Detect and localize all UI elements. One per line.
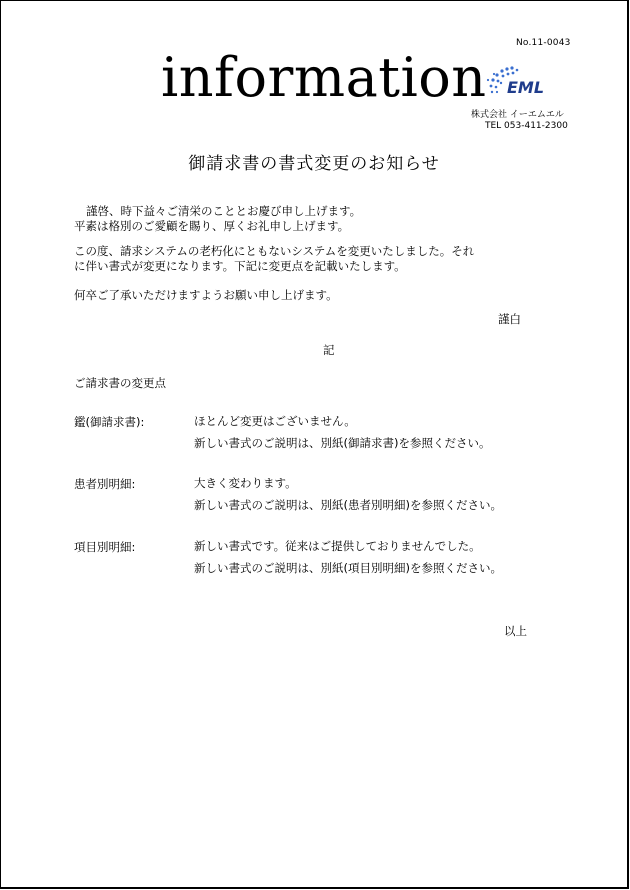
ki-marker: 記 (323, 343, 335, 357)
item-label: 患者別明細: (74, 477, 136, 491)
paragraph-line: この度、請求システムの老朽化にともないシステムを変更いたしました。それ (74, 244, 475, 258)
item-line: 大きく変わります。 (194, 476, 297, 490)
item-line: 新しい書式のご説明は、別紙(御請求書)を参照ください。 (194, 436, 491, 450)
item-line: 新しい書式です。従来はご提供しておりませんでした。 (194, 539, 481, 553)
document-title: 御請求書の書式変更のお知らせ (188, 154, 440, 174)
closing-ijou: 以上 (504, 624, 527, 638)
paragraph-line: 平素は格別のご愛顧を賜り、厚くお礼申し上げます。 (74, 219, 350, 233)
company-name: 株式会社 イーエムエル (471, 110, 564, 120)
item-label: 鑑(御請求書): (74, 415, 145, 429)
item-line: 新しい書式のご説明は、別紙(項目別明細)を参照ください。 (194, 561, 502, 575)
item-description (194, 410, 490, 454)
paragraph-line: に伴い書式が変更になります。下記に変更点を記載いたします。 (74, 259, 406, 273)
closing-kinpaku: 謹白 (498, 312, 521, 326)
paragraph-greeting (74, 204, 361, 234)
information-banner: information (161, 46, 487, 109)
paragraph-line: 謹啓、時下益々ご清栄のこととお慶び申し上げます。 (86, 204, 362, 218)
document-number: No.11-0043 (516, 38, 571, 48)
eml-logo (483, 61, 555, 101)
item-line: 新しい書式のご説明は、別紙(患者別明細)を参照ください。 (194, 498, 502, 512)
paragraph-request: 何卒ご了承いただけますようお願い申し上げます。 (74, 288, 338, 302)
item-description (194, 472, 502, 516)
item-label: 項目別明細: (74, 540, 136, 554)
company-info (471, 110, 568, 132)
item-line: ほとんど変更はございません。 (194, 414, 356, 428)
company-tel: TEL 053-411-2300 (485, 121, 568, 131)
paragraph-notice (74, 244, 474, 274)
section-heading: ご請求書の変更点 (74, 376, 166, 390)
logo-text: EML (507, 78, 545, 97)
item-description (194, 535, 502, 579)
